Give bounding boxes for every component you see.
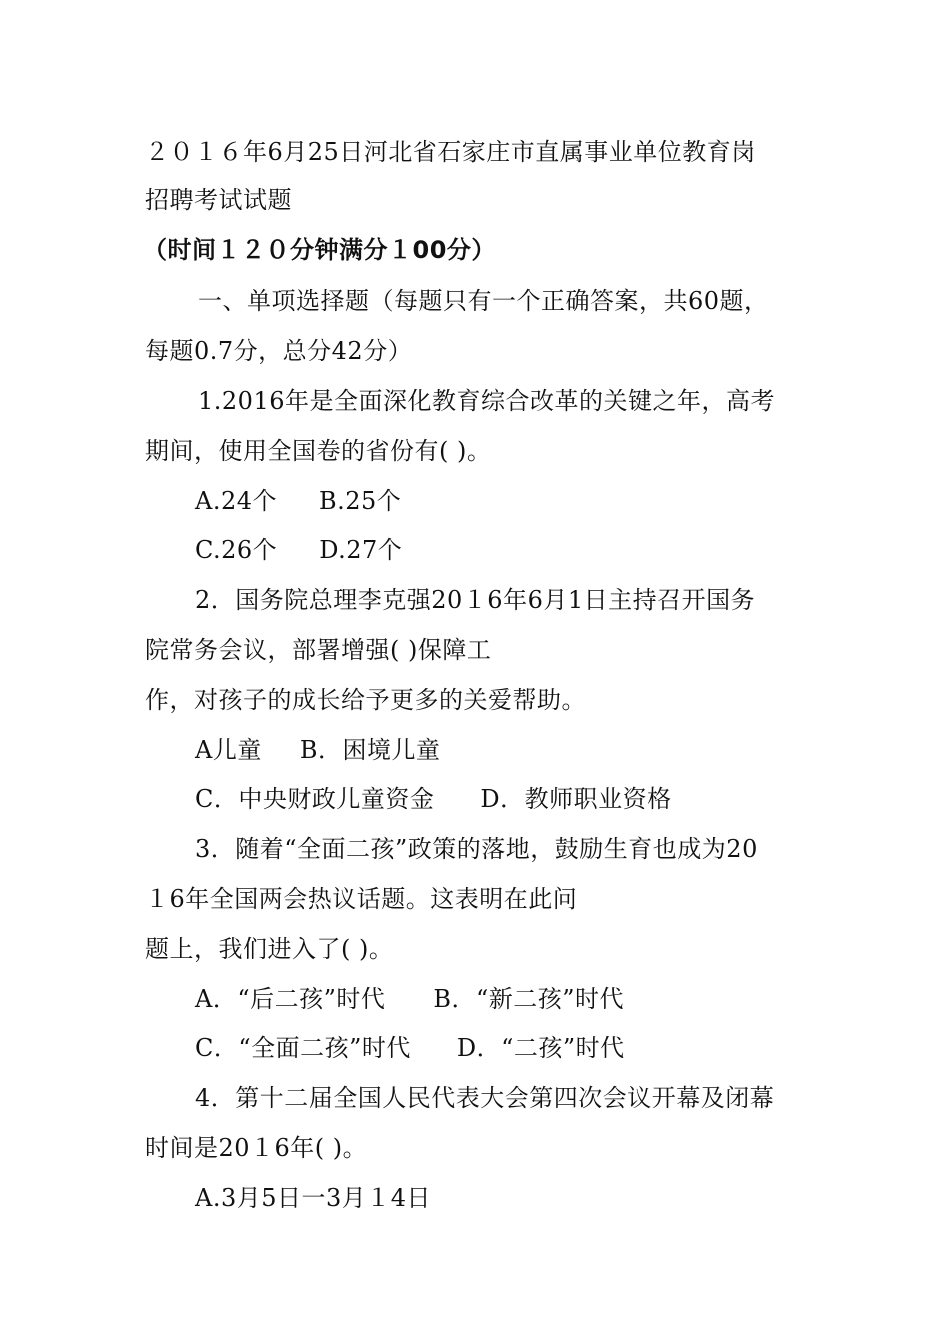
question-4-line-1: 4．第十二届全国人民代表大会第四次会议开幕及闭幕 bbox=[195, 1084, 775, 1112]
question-1-option-d: D.27个 bbox=[319, 536, 403, 564]
question-3-option-a: A．“后二孩”时代 bbox=[195, 985, 386, 1013]
question-4-option-a: A.3月5日一3月１4日 bbox=[195, 1184, 432, 1212]
question-1-option-b: B.25个 bbox=[319, 487, 402, 515]
question-3-option-b: B．“新二孩”时代 bbox=[433, 985, 625, 1013]
question-2-line-3: 作，对孩子的成长给予更多的关爱帮助。 bbox=[145, 686, 586, 714]
question-1-options-row-1 bbox=[195, 486, 401, 516]
question-1-options-row-2 bbox=[195, 535, 402, 565]
question-3-options-row-1 bbox=[195, 984, 624, 1014]
exam-time-note: （时间１２０分钟满分１00分） bbox=[143, 236, 496, 264]
question-2-options-row-2 bbox=[195, 784, 672, 814]
question-1-line-1: 1.2016年是全面深化教育综合改革的关键之年，高考 bbox=[198, 387, 775, 415]
question-2-line-2: 院常务会议，部署增强( )保障工 bbox=[145, 636, 492, 664]
question-4-options-row-1 bbox=[195, 1183, 431, 1213]
section-heading-line-2: 每题0.7分，总分42分） bbox=[145, 337, 413, 365]
question-2-option-a: A儿童 bbox=[195, 736, 262, 764]
question-3-line-1: 3．随着“全面二孩”政策的落地，鼓励生育也成为20 bbox=[195, 835, 758, 863]
question-1-option-c: C.26个 bbox=[195, 536, 278, 564]
question-2-options-row-1 bbox=[195, 735, 440, 765]
question-2-option-d: D．教师职业资格 bbox=[480, 785, 672, 813]
question-3-line-2: １6年全国两会热议话题。这表明在此问 bbox=[145, 885, 578, 913]
question-2-option-b: B．困境儿童 bbox=[299, 736, 441, 764]
exam-title-line-1: ２０１６年6月25日河北省石家庄市直属事业单位教育岗 bbox=[145, 138, 756, 166]
question-3-line-3: 题上，我们进入了( )。 bbox=[145, 935, 394, 963]
question-1-option-a: A.24个 bbox=[195, 487, 277, 515]
question-3-option-c: C．“全面二孩”时代 bbox=[195, 1034, 411, 1062]
section-heading-line-1: 一、单项选择题（每题只有一个正确答案，共60题， bbox=[198, 287, 769, 315]
question-2-option-c: C．中央财政儿童资金 bbox=[195, 785, 435, 813]
question-4-line-2: 时间是20１6年( )。 bbox=[145, 1134, 368, 1162]
question-2-line-1: 2．国务院总理李克强20１6年6月1日主持召开国务 bbox=[195, 586, 756, 614]
question-3-option-d: D．“二孩”时代 bbox=[456, 1034, 625, 1062]
exam-title-line-2: 招聘考试试题 bbox=[145, 186, 292, 214]
question-3-options-row-2 bbox=[195, 1033, 625, 1063]
question-1-line-2: 期间，使用全国卷的省份有( )。 bbox=[145, 437, 492, 465]
